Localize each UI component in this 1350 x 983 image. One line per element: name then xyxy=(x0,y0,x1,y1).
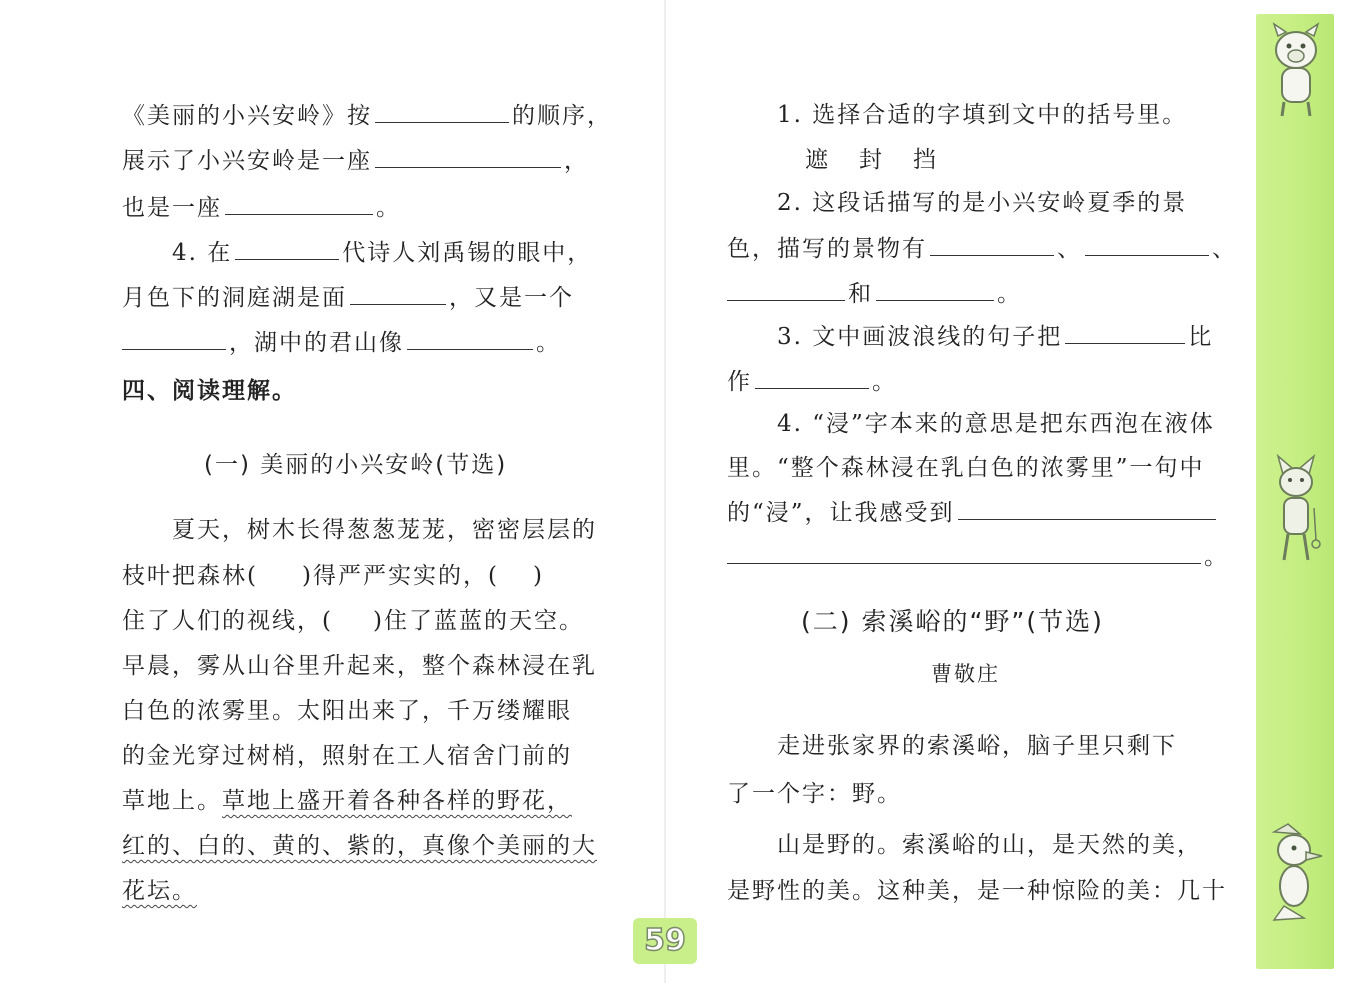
answer-blank[interactable] xyxy=(407,327,533,350)
answer-blank[interactable] xyxy=(225,192,373,215)
passage-title: (一) 美丽的小兴安岭(节选) xyxy=(204,452,508,478)
fill-line-1 xyxy=(122,100,612,131)
passage-line xyxy=(122,561,544,591)
answer-blank[interactable] xyxy=(350,282,446,305)
text: 枝叶把森林( xyxy=(122,563,258,589)
text: 草地上。 xyxy=(122,788,222,814)
text: 、 xyxy=(1212,236,1237,262)
text: 代诗人刘禹锡的眼中， xyxy=(342,240,593,266)
section-heading: 四、阅读理解。 xyxy=(122,378,297,404)
text: 。 xyxy=(536,330,561,356)
text: ) xyxy=(532,563,544,589)
text: 月色下的洞庭湖是面 xyxy=(122,285,347,311)
answer-blank[interactable] xyxy=(755,366,869,389)
left-page xyxy=(0,0,665,983)
text: 色，描写的景物有 xyxy=(727,236,927,262)
text: ，湖中的君山像 xyxy=(229,330,404,356)
text: 3. 文中画波浪线的句子把 xyxy=(777,324,1063,350)
answer-blank[interactable] xyxy=(1065,321,1185,344)
cartoon-pig-icon xyxy=(1262,20,1330,120)
wavy-underlined-text: 草地上盛开着各种各样的野花， xyxy=(222,788,572,814)
wavy-underlined-text: 红的、白的、黄的、紫的，真像个美丽的大 xyxy=(122,833,597,859)
text: 住了人们的视线，( xyxy=(122,608,333,634)
answer-blank[interactable] xyxy=(727,278,845,301)
question-4-line: 里。“整个森林浸在乳白色的浓雾里”一句中 xyxy=(727,455,1205,481)
answer-blank[interactable] xyxy=(375,145,561,168)
passage-line xyxy=(122,786,572,816)
text: 展示了小兴安岭是一座 xyxy=(122,148,372,174)
text: 。 xyxy=(997,281,1022,307)
text: 也是一座 xyxy=(122,195,222,221)
question-2-line xyxy=(727,278,1022,309)
question-3-line xyxy=(727,366,897,397)
passage-line: 走进张家界的索溪峪，脑子里只剩下 xyxy=(777,733,1177,759)
cartoon-wolf-icon xyxy=(1264,448,1330,568)
wavy-underlined-text: 花坛。 xyxy=(122,878,197,904)
text: 作 xyxy=(727,369,752,395)
answer-blank[interactable] xyxy=(375,100,509,123)
right-page xyxy=(665,0,1255,983)
text: 《美丽的小兴安岭》按 xyxy=(122,103,372,129)
text: )得严严实实的，( xyxy=(301,563,499,589)
passage-line: 早晨，雾从山谷里升起来，整个森林浸在乳 xyxy=(122,653,597,679)
text: 。 xyxy=(1204,544,1229,570)
passage-title: (二) 索溪峪的“野”(节选) xyxy=(801,607,1104,636)
text: 、 xyxy=(1057,236,1082,262)
question-1: 1. 选择合适的字填到文中的括号里。 xyxy=(777,102,1188,128)
text: )住了蓝蓝的天空。 xyxy=(372,608,584,634)
text: 4. 在 xyxy=(172,240,233,266)
answer-blank[interactable] xyxy=(958,497,1216,520)
fill-line-3 xyxy=(122,192,401,223)
text: 的顺序， xyxy=(512,103,612,129)
question-4-line xyxy=(727,497,1219,528)
page-number: 59 xyxy=(633,918,697,964)
text: ， xyxy=(564,148,589,174)
answer-blank[interactable] xyxy=(122,327,226,350)
fill-line-5 xyxy=(122,282,574,313)
passage-line xyxy=(122,606,584,636)
question-2: 2. 这段话描写的是小兴安岭夏季的景 xyxy=(777,190,1188,216)
answer-blank[interactable] xyxy=(876,278,994,301)
passage-line: 了一个字：野。 xyxy=(727,781,902,807)
fill-line-2 xyxy=(122,145,589,176)
cartoon-bird-icon xyxy=(1264,820,1330,930)
text: ，又是一个 xyxy=(449,285,574,311)
question-4: 4. “浸”字本来的意思是把东西泡在液体 xyxy=(777,411,1215,437)
question-3 xyxy=(777,321,1213,352)
text: 比 xyxy=(1188,324,1214,350)
answer-blank[interactable] xyxy=(1085,233,1209,256)
answer-blank[interactable] xyxy=(727,541,1201,564)
text: 。 xyxy=(872,369,897,395)
answer-blank[interactable] xyxy=(930,233,1054,256)
passage-line: 是野性的美。这种美，是一种惊险的美：几十 xyxy=(727,878,1227,904)
question-4 xyxy=(172,237,592,268)
passage-line: 的金光穿过树梢，照射在工人宿舍门前的 xyxy=(122,743,572,769)
question-2-line xyxy=(727,233,1237,264)
passage-line: 山是野的。索溪峪的山，是天然的美， xyxy=(777,832,1202,858)
word-choices: 遮 封 挡 xyxy=(805,147,940,173)
passage-line: 夏天，树木长得葱葱茏茏，密密层层的 xyxy=(172,517,597,543)
author-name: 曹敬庄 xyxy=(931,662,1000,686)
fill-line-6 xyxy=(122,327,561,358)
question-4-line xyxy=(727,541,1229,572)
text: 。 xyxy=(376,195,401,221)
passage-line: 白色的浓雾里。太阳出来了，千万缕耀眼 xyxy=(122,698,572,724)
text: 和 xyxy=(848,281,873,307)
answer-blank[interactable] xyxy=(235,237,339,260)
text: 的“浸”，让我感受到 xyxy=(727,500,955,526)
